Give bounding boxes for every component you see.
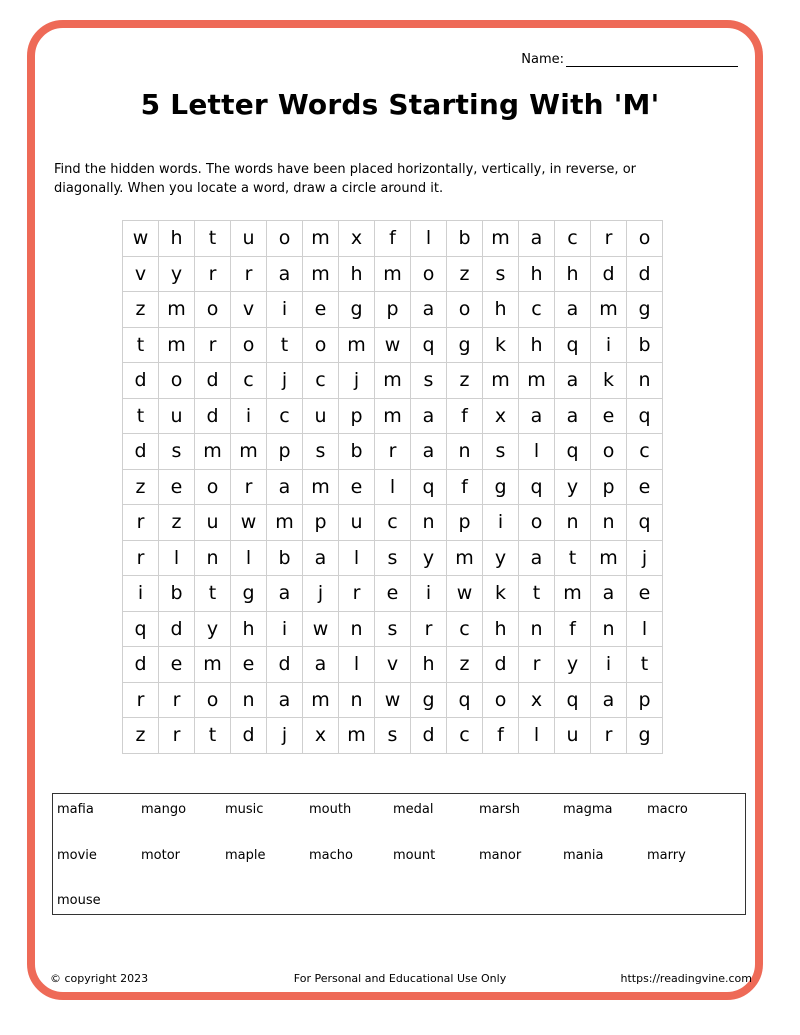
grid-cell[interactable]: o (303, 327, 339, 363)
grid-cell[interactable]: p (375, 292, 411, 328)
grid-cell[interactable]: j (303, 576, 339, 612)
word-bank-item: mania (563, 848, 604, 863)
grid-cell[interactable]: b (159, 576, 195, 612)
grid-cell[interactable]: z (123, 469, 159, 505)
grid-cell[interactable]: a (555, 292, 591, 328)
grid-cell[interactable]: t (267, 327, 303, 363)
grid-cell[interactable]: p (303, 505, 339, 541)
grid-cell[interactable]: m (195, 434, 231, 470)
grid-cell[interactable]: n (411, 505, 447, 541)
copyright-text: © copyright 2023 (50, 972, 149, 985)
grid-cell[interactable]: b (627, 327, 663, 363)
page-title: 5 Letter Words Starting With 'M' (140, 88, 660, 121)
name-field[interactable] (521, 52, 738, 67)
grid-cell[interactable]: n (519, 611, 555, 647)
grid-cell[interactable]: e (231, 647, 267, 683)
site-link[interactable]: https://readingvine.com (620, 972, 752, 985)
grid-cell[interactable]: t (195, 221, 231, 257)
grid-cell[interactable]: c (519, 292, 555, 328)
grid-cell[interactable]: u (339, 505, 375, 541)
grid-cell[interactable]: n (447, 434, 483, 470)
grid-cell[interactable]: r (123, 505, 159, 541)
grid-row (123, 682, 663, 718)
grid-cell[interactable]: o (267, 221, 303, 257)
grid-cell[interactable]: t (123, 327, 159, 363)
grid-cell[interactable]: c (303, 363, 339, 399)
grid-cell[interactable]: k (483, 327, 519, 363)
grid-cell[interactable]: d (627, 256, 663, 292)
grid-cell[interactable]: t (555, 540, 591, 576)
grid-cell[interactable]: r (195, 256, 231, 292)
grid-cell[interactable]: r (195, 327, 231, 363)
grid-row (123, 611, 663, 647)
word-bank-item: marry (647, 848, 686, 863)
grid-cell[interactable]: o (591, 434, 627, 470)
grid-cell[interactable]: x (303, 718, 339, 754)
grid-cell[interactable]: n (195, 540, 231, 576)
grid-cell[interactable]: l (519, 718, 555, 754)
grid-cell[interactable]: s (411, 363, 447, 399)
grid-cell[interactable]: m (195, 647, 231, 683)
grid-cell[interactable]: d (195, 363, 231, 399)
grid-cell[interactable]: x (483, 398, 519, 434)
grid-cell[interactable]: i (591, 647, 627, 683)
grid-cell[interactable]: r (123, 540, 159, 576)
grid-cell[interactable]: n (591, 611, 627, 647)
grid-cell[interactable]: n (591, 505, 627, 541)
grid-cell[interactable]: b (339, 434, 375, 470)
grid-cell[interactable]: c (267, 398, 303, 434)
grid-cell[interactable]: g (339, 292, 375, 328)
grid-row (123, 327, 663, 363)
grid-cell[interactable]: d (195, 398, 231, 434)
word-bank-item: movie (57, 848, 97, 863)
grid-cell[interactable]: t (627, 647, 663, 683)
grid-row (123, 647, 663, 683)
grid-cell[interactable]: m (159, 292, 195, 328)
grid-cell[interactable]: m (159, 327, 195, 363)
grid-row (123, 398, 663, 434)
grid-cell[interactable]: m (591, 292, 627, 328)
grid-cell[interactable]: p (447, 505, 483, 541)
grid-cell[interactable]: h (231, 611, 267, 647)
grid-cell[interactable]: g (447, 327, 483, 363)
grid-cell[interactable]: a (267, 469, 303, 505)
grid-cell[interactable]: e (627, 469, 663, 505)
grid-cell[interactable]: o (411, 256, 447, 292)
grid-cell[interactable]: x (339, 221, 375, 257)
grid-cell[interactable]: a (519, 221, 555, 257)
grid-cell[interactable]: m (375, 398, 411, 434)
grid-cell[interactable]: o (195, 682, 231, 718)
grid-cell[interactable]: q (411, 469, 447, 505)
grid-cell[interactable]: a (303, 647, 339, 683)
grid-cell[interactable]: m (303, 682, 339, 718)
grid-cell[interactable]: y (159, 256, 195, 292)
grid-cell[interactable]: o (195, 292, 231, 328)
grid-cell[interactable]: d (123, 647, 159, 683)
grid-cell[interactable]: m (303, 221, 339, 257)
grid-cell[interactable]: e (159, 647, 195, 683)
grid-cell[interactable]: o (483, 682, 519, 718)
word-bank-item: music (225, 802, 264, 817)
grid-cell[interactable]: a (411, 292, 447, 328)
grid-row (123, 256, 663, 292)
grid-cell[interactable]: h (555, 256, 591, 292)
grid-cell[interactable]: l (375, 469, 411, 505)
usage-text: For Personal and Educational Use Only (293, 972, 507, 985)
grid-cell[interactable]: u (231, 221, 267, 257)
grid-cell[interactable]: w (303, 611, 339, 647)
grid-cell[interactable]: y (195, 611, 231, 647)
grid-cell[interactable]: g (483, 469, 519, 505)
grid-cell[interactable]: n (339, 682, 375, 718)
grid-cell[interactable]: m (303, 256, 339, 292)
word-bank-item: magma (563, 802, 613, 817)
grid-cell[interactable]: d (231, 718, 267, 754)
grid-cell[interactable]: m (339, 327, 375, 363)
grid-cell[interactable]: m (483, 221, 519, 257)
grid-cell[interactable]: d (159, 611, 195, 647)
grid-cell[interactable]: v (123, 256, 159, 292)
grid-cell[interactable]: e (627, 576, 663, 612)
word-bank-item: mouse (57, 893, 101, 908)
grid-cell[interactable]: e (375, 576, 411, 612)
grid-cell[interactable]: m (447, 540, 483, 576)
grid-cell[interactable]: s (483, 256, 519, 292)
grid-cell[interactable]: c (627, 434, 663, 470)
grid-cell[interactable]: i (591, 327, 627, 363)
grid-cell[interactable]: q (447, 682, 483, 718)
grid-cell[interactable]: a (267, 682, 303, 718)
grid-cell[interactable]: e (159, 469, 195, 505)
grid-cell[interactable]: g (627, 718, 663, 754)
grid-cell[interactable]: z (123, 292, 159, 328)
grid-cell[interactable]: p (627, 682, 663, 718)
grid-cell[interactable]: y (555, 647, 591, 683)
grid-cell[interactable]: m (483, 363, 519, 399)
word-bank-item: mango (141, 802, 187, 817)
grid-cell[interactable]: a (411, 434, 447, 470)
grid-cell[interactable]: m (267, 505, 303, 541)
word-bank-item: medal (393, 802, 434, 817)
grid-cell[interactable]: m (519, 363, 555, 399)
grid-cell[interactable]: c (231, 363, 267, 399)
grid-cell[interactable]: i (267, 292, 303, 328)
grid-cell[interactable]: s (159, 434, 195, 470)
grid-cell[interactable]: w (231, 505, 267, 541)
word-search-grid (122, 220, 663, 754)
grid-cell[interactable]: n (555, 505, 591, 541)
grid-cell[interactable]: p (267, 434, 303, 470)
grid-cell[interactable]: f (447, 398, 483, 434)
grid-row (123, 540, 663, 576)
grid-cell[interactable]: l (339, 540, 375, 576)
grid-row (123, 505, 663, 541)
grid-cell[interactable]: j (339, 363, 375, 399)
grid-cell[interactable]: r (411, 611, 447, 647)
grid-cell[interactable]: r (375, 434, 411, 470)
grid-cell[interactable]: f (375, 221, 411, 257)
grid-cell[interactable]: g (627, 292, 663, 328)
word-bank (52, 793, 746, 915)
grid-cell[interactable]: u (195, 505, 231, 541)
grid-row (123, 434, 663, 470)
grid-cell[interactable]: a (411, 398, 447, 434)
instructions: Find the hidden words. The words have been placed horizontally, vertically, in reverse, or diagonally. When you locate a word, draw a circle around it. (54, 162, 636, 196)
grid-cell[interactable]: s (375, 611, 411, 647)
grid-cell[interactable]: r (591, 221, 627, 257)
grid-cell[interactable]: b (267, 540, 303, 576)
grid-cell[interactable]: d (123, 434, 159, 470)
grid-cell[interactable]: q (411, 327, 447, 363)
grid-cell[interactable]: a (303, 540, 339, 576)
grid-cell[interactable]: i (267, 611, 303, 647)
grid-cell[interactable]: f (483, 718, 519, 754)
grid-cell[interactable]: n (627, 363, 663, 399)
grid-cell[interactable]: a (555, 398, 591, 434)
grid-cell[interactable]: z (447, 363, 483, 399)
grid-cell[interactable]: r (231, 256, 267, 292)
grid-cell[interactable]: l (159, 540, 195, 576)
grid-cell[interactable]: c (555, 221, 591, 257)
word-bank-item: mafia (57, 802, 94, 817)
grid-cell[interactable]: j (267, 363, 303, 399)
grid-cell[interactable]: h (411, 647, 447, 683)
word-bank-item: marsh (479, 802, 520, 817)
name-blank-line[interactable] (566, 54, 738, 67)
grid-cell[interactable]: a (591, 682, 627, 718)
word-bank-item: macro (647, 802, 688, 817)
grid-cell[interactable]: m (339, 718, 375, 754)
grid-cell[interactable]: d (123, 363, 159, 399)
grid-cell[interactable]: r (123, 682, 159, 718)
grid-cell[interactable]: q (555, 327, 591, 363)
grid-cell[interactable]: t (519, 576, 555, 612)
grid-cell[interactable]: q (555, 434, 591, 470)
grid-cell[interactable]: a (519, 540, 555, 576)
grid-cell[interactable]: h (483, 292, 519, 328)
grid-cell[interactable]: m (375, 363, 411, 399)
grid-cell[interactable]: l (519, 434, 555, 470)
grid-cell[interactable]: a (519, 398, 555, 434)
grid-cell[interactable]: i (123, 576, 159, 612)
grid-cell[interactable]: c (375, 505, 411, 541)
grid-cell[interactable]: d (591, 256, 627, 292)
grid-cell[interactable]: m (375, 256, 411, 292)
grid-cell[interactable]: m (555, 576, 591, 612)
grid-cell[interactable]: i (483, 505, 519, 541)
grid-cell[interactable]: e (303, 292, 339, 328)
grid-cell[interactable]: i (231, 398, 267, 434)
grid-cell[interactable]: j (627, 540, 663, 576)
grid-cell[interactable]: i (411, 576, 447, 612)
grid-cell[interactable]: n (339, 611, 375, 647)
grid-cell[interactable]: s (375, 540, 411, 576)
grid-cell[interactable]: h (519, 327, 555, 363)
grid-cell[interactable]: r (159, 718, 195, 754)
grid-cell[interactable]: r (591, 718, 627, 754)
grid-cell[interactable]: r (231, 469, 267, 505)
grid-cell[interactable]: a (555, 363, 591, 399)
grid-cell[interactable]: m (591, 540, 627, 576)
grid-cell[interactable]: a (267, 576, 303, 612)
grid-cell[interactable]: u (159, 398, 195, 434)
grid-cell[interactable]: l (231, 540, 267, 576)
grid-row (123, 363, 663, 399)
grid-cell[interactable]: o (231, 327, 267, 363)
grid-cell[interactable]: h (483, 611, 519, 647)
grid-cell[interactable]: h (159, 221, 195, 257)
grid-cell[interactable]: a (591, 576, 627, 612)
grid-cell[interactable]: z (447, 647, 483, 683)
grid-cell[interactable]: v (231, 292, 267, 328)
grid-cell[interactable]: d (267, 647, 303, 683)
grid-cell[interactable]: b (447, 221, 483, 257)
grid-cell[interactable]: w (447, 576, 483, 612)
grid-cell[interactable]: p (339, 398, 375, 434)
grid-cell[interactable]: z (159, 505, 195, 541)
grid-cell[interactable]: q (555, 682, 591, 718)
grid-cell[interactable]: s (483, 434, 519, 470)
grid-cell[interactable]: u (303, 398, 339, 434)
grid-cell[interactable]: q (627, 505, 663, 541)
grid-cell[interactable]: l (339, 647, 375, 683)
grid-cell[interactable]: n (231, 682, 267, 718)
grid-cell[interactable]: y (483, 540, 519, 576)
name-label: Name: (521, 52, 564, 67)
grid-cell[interactable]: x (519, 682, 555, 718)
grid-cell[interactable]: h (519, 256, 555, 292)
grid-cell[interactable]: l (411, 221, 447, 257)
grid-cell[interactable]: g (411, 682, 447, 718)
grid-cell[interactable]: t (123, 398, 159, 434)
grid-cell[interactable]: m (231, 434, 267, 470)
grid-cell[interactable]: y (555, 469, 591, 505)
grid-row (123, 576, 663, 612)
grid-cell[interactable]: r (339, 576, 375, 612)
grid-cell[interactable]: w (375, 327, 411, 363)
grid-cell[interactable]: f (555, 611, 591, 647)
grid-cell[interactable]: k (483, 576, 519, 612)
word-bank-item: mouth (309, 802, 352, 817)
grid-cell[interactable]: j (267, 718, 303, 754)
grid-cell[interactable]: u (555, 718, 591, 754)
word-bank-item: maple (225, 848, 266, 863)
grid-cell[interactable]: o (195, 469, 231, 505)
grid-cell[interactable]: s (375, 718, 411, 754)
grid-cell[interactable]: y (411, 540, 447, 576)
grid-row (123, 718, 663, 754)
grid-cell[interactable]: m (303, 469, 339, 505)
grid-row (123, 469, 663, 505)
grid-cell[interactable]: z (123, 718, 159, 754)
grid-cell[interactable]: a (267, 256, 303, 292)
grid-cell[interactable]: d (483, 647, 519, 683)
grid-cell[interactable]: e (339, 469, 375, 505)
grid-cell[interactable]: t (195, 718, 231, 754)
grid-cell[interactable]: r (519, 647, 555, 683)
grid-cell[interactable]: z (447, 256, 483, 292)
grid-cell[interactable]: q (123, 611, 159, 647)
grid-cell[interactable]: e (591, 398, 627, 434)
word-bank-item: mount (393, 848, 436, 863)
grid-cell[interactable]: k (591, 363, 627, 399)
grid-cell[interactable]: c (447, 718, 483, 754)
word-bank-item: motor (141, 848, 181, 863)
grid-cell[interactable]: d (411, 718, 447, 754)
grid-cell[interactable]: g (231, 576, 267, 612)
grid-cell[interactable]: w (123, 221, 159, 257)
word-bank-item: macho (309, 848, 353, 863)
grid-row (123, 292, 663, 328)
grid-row (123, 221, 663, 257)
grid-cell[interactable]: p (591, 469, 627, 505)
grid-cell[interactable]: r (159, 682, 195, 718)
grid-cell[interactable]: v (375, 647, 411, 683)
grid-cell[interactable]: o (447, 292, 483, 328)
grid-cell[interactable]: h (339, 256, 375, 292)
grid-cell[interactable]: w (375, 682, 411, 718)
grid-cell[interactable]: l (627, 611, 663, 647)
grid-cell[interactable]: t (195, 576, 231, 612)
grid-cell[interactable]: o (159, 363, 195, 399)
grid-cell[interactable]: c (447, 611, 483, 647)
grid-cell[interactable]: s (303, 434, 339, 470)
grid-cell[interactable]: q (627, 398, 663, 434)
grid-cell[interactable]: f (447, 469, 483, 505)
grid-cell[interactable]: o (627, 221, 663, 257)
grid-cell[interactable]: q (519, 469, 555, 505)
word-bank-item: manor (479, 848, 522, 863)
grid-cell[interactable]: o (519, 505, 555, 541)
